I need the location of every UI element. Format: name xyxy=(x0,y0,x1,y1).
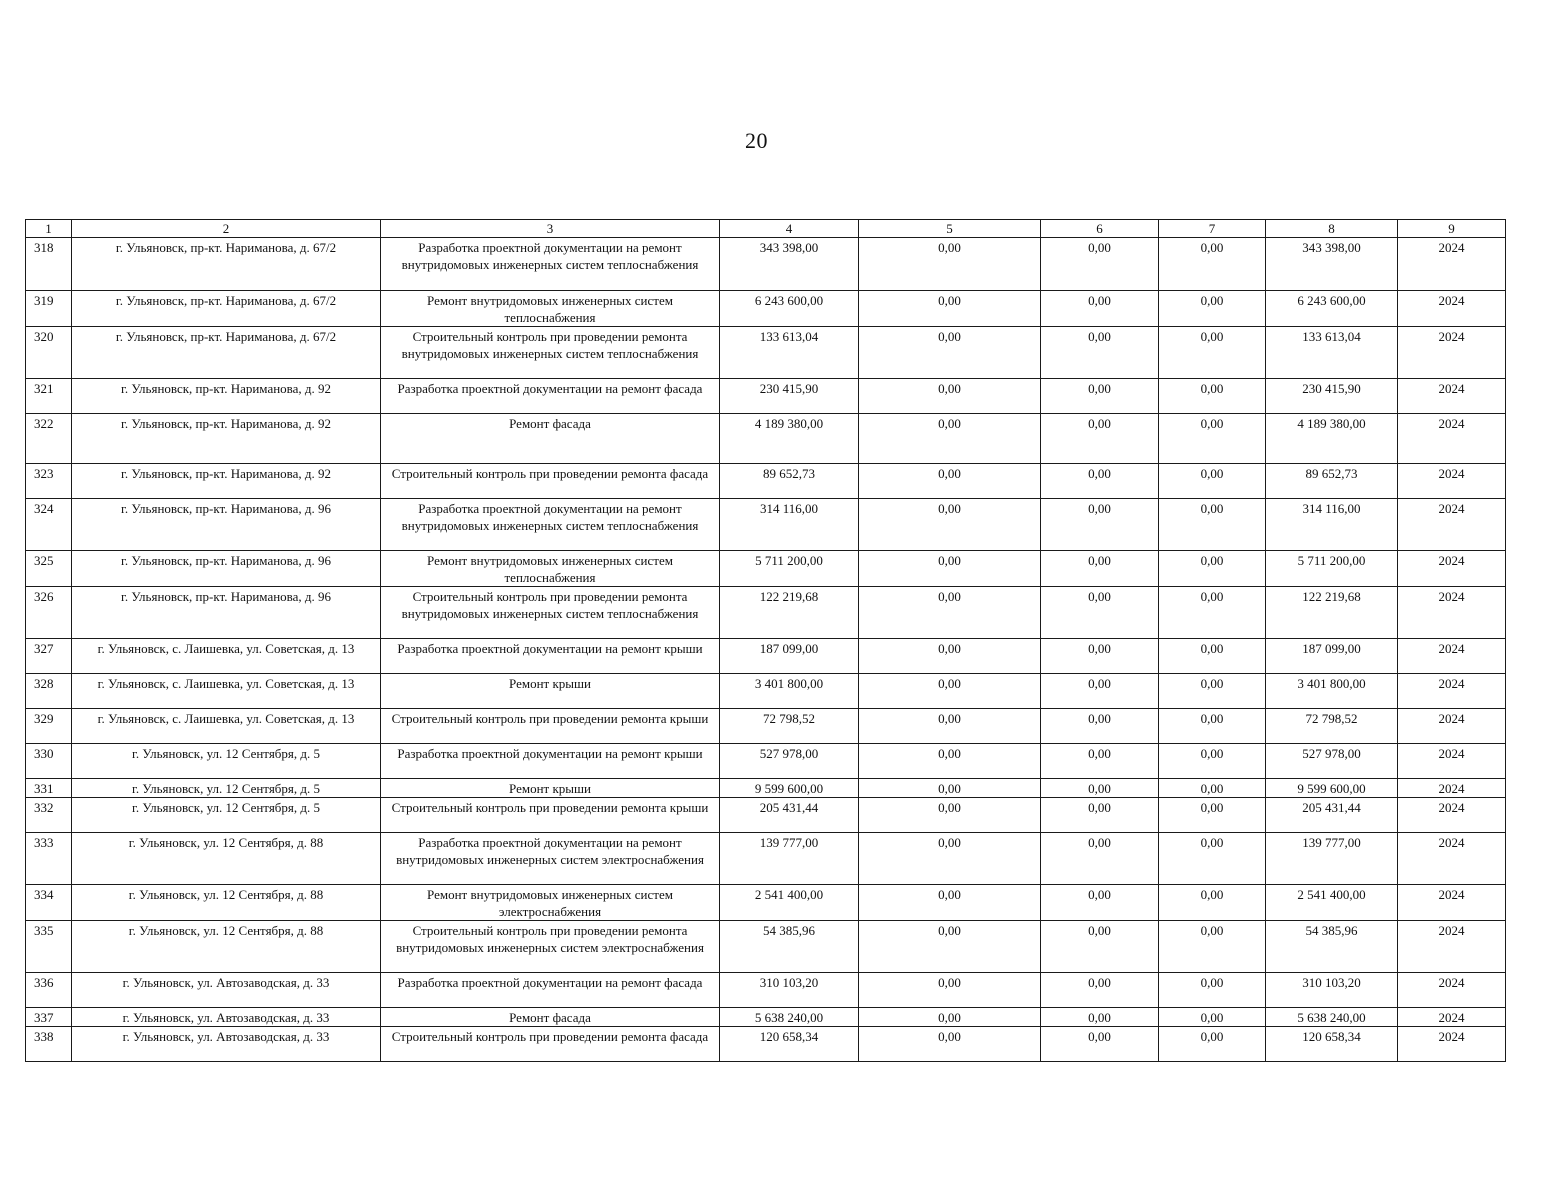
year-cell: 2024 xyxy=(1398,327,1506,379)
table-row xyxy=(26,709,1506,744)
column-5-cell: 0,00 xyxy=(859,744,1041,779)
column-6-cell: 0,00 xyxy=(1041,709,1159,744)
address-cell: г. Ульяновск, пр-кт. Нариманова, д. 67/2 xyxy=(72,291,381,327)
column-header: 4 xyxy=(720,220,859,238)
column-6-cell: 0,00 xyxy=(1041,885,1159,921)
table-row xyxy=(26,833,1506,885)
work-type-cell: Ремонт фасада xyxy=(381,414,720,464)
row-number: 329 xyxy=(26,709,72,744)
column-7-cell: 0,00 xyxy=(1159,833,1266,885)
total-cost-cell: 310 103,20 xyxy=(720,973,859,1008)
table-row xyxy=(26,798,1506,833)
column-5-cell: 0,00 xyxy=(859,779,1041,798)
work-type-cell: Строительный контроль при проведении ремонта фасада xyxy=(381,1027,720,1062)
address-cell: г. Ульяновск, пр-кт. Нариманова, д. 67/2 xyxy=(72,327,381,379)
column-7-cell: 0,00 xyxy=(1159,1027,1266,1062)
address-cell: г. Ульяновск, ул. 12 Сентября, д. 5 xyxy=(72,744,381,779)
column-5-cell: 0,00 xyxy=(859,709,1041,744)
table-row xyxy=(26,744,1506,779)
address-cell: г. Ульяновск, ул. Автозаводская, д. 33 xyxy=(72,973,381,1008)
year-cell: 2024 xyxy=(1398,379,1506,414)
column-6-cell: 0,00 xyxy=(1041,499,1159,551)
year-cell: 2024 xyxy=(1398,1027,1506,1062)
column-8-cell: 3 401 800,00 xyxy=(1266,674,1398,709)
column-7-cell: 0,00 xyxy=(1159,973,1266,1008)
table-body xyxy=(26,238,1506,1062)
address-cell: г. Ульяновск, с. Лаишевка, ул. Советская, д. 13 xyxy=(72,709,381,744)
table-row xyxy=(26,1008,1506,1027)
column-8-cell: 120 658,34 xyxy=(1266,1027,1398,1062)
column-8-cell: 139 777,00 xyxy=(1266,833,1398,885)
year-cell: 2024 xyxy=(1398,798,1506,833)
row-number: 328 xyxy=(26,674,72,709)
table-row xyxy=(26,885,1506,921)
table-row xyxy=(26,379,1506,414)
total-cost-cell: 4 189 380,00 xyxy=(720,414,859,464)
work-type-cell: Разработка проектной документации на ремонт внутридомовых инженерных систем теплоснабжения xyxy=(381,499,720,551)
column-6-cell: 0,00 xyxy=(1041,1008,1159,1027)
row-number: 335 xyxy=(26,921,72,973)
work-type-cell: Ремонт внутридомовых инженерных систем электроснабжения xyxy=(381,885,720,921)
work-type-cell: Разработка проектной документации на ремонт фасада xyxy=(381,973,720,1008)
column-7-cell: 0,00 xyxy=(1159,779,1266,798)
total-cost-cell: 2 541 400,00 xyxy=(720,885,859,921)
column-7-cell: 0,00 xyxy=(1159,587,1266,639)
total-cost-cell: 54 385,96 xyxy=(720,921,859,973)
address-cell: г. Ульяновск, ул. 12 Сентября, д. 5 xyxy=(72,779,381,798)
row-number: 334 xyxy=(26,885,72,921)
column-6-cell: 0,00 xyxy=(1041,921,1159,973)
table-row xyxy=(26,973,1506,1008)
work-type-cell: Разработка проектной документации на ремонт фасада xyxy=(381,379,720,414)
year-cell: 2024 xyxy=(1398,464,1506,499)
row-number: 327 xyxy=(26,639,72,674)
column-5-cell: 0,00 xyxy=(859,291,1041,327)
table-row xyxy=(26,674,1506,709)
column-5-cell: 0,00 xyxy=(859,1008,1041,1027)
column-6-cell: 0,00 xyxy=(1041,833,1159,885)
column-8-cell: 314 116,00 xyxy=(1266,499,1398,551)
total-cost-cell: 230 415,90 xyxy=(720,379,859,414)
column-header: 5 xyxy=(859,220,1041,238)
table-row xyxy=(26,414,1506,464)
work-type-cell: Ремонт внутридомовых инженерных систем теплоснабжения xyxy=(381,291,720,327)
table-row xyxy=(26,779,1506,798)
column-number-header-row xyxy=(26,220,1506,238)
table-row xyxy=(26,639,1506,674)
column-6-cell: 0,00 xyxy=(1041,327,1159,379)
column-8-cell: 133 613,04 xyxy=(1266,327,1398,379)
column-6-cell: 0,00 xyxy=(1041,744,1159,779)
column-5-cell: 0,00 xyxy=(859,973,1041,1008)
column-6-cell: 0,00 xyxy=(1041,414,1159,464)
total-cost-cell: 89 652,73 xyxy=(720,464,859,499)
table-row xyxy=(26,921,1506,973)
column-8-cell: 230 415,90 xyxy=(1266,379,1398,414)
column-header: 2 xyxy=(72,220,381,238)
year-cell: 2024 xyxy=(1398,885,1506,921)
column-5-cell: 0,00 xyxy=(859,499,1041,551)
column-5-cell: 0,00 xyxy=(859,327,1041,379)
row-number: 318 xyxy=(26,238,72,291)
row-number: 325 xyxy=(26,551,72,587)
work-type-cell: Строительный контроль при проведении ремонта внутридомовых инженерных систем теплоснабжения xyxy=(381,327,720,379)
column-7-cell: 0,00 xyxy=(1159,798,1266,833)
row-number: 337 xyxy=(26,1008,72,1027)
table-row xyxy=(26,1027,1506,1062)
total-cost-cell: 314 116,00 xyxy=(720,499,859,551)
column-6-cell: 0,00 xyxy=(1041,798,1159,833)
row-number: 331 xyxy=(26,779,72,798)
column-8-cell: 72 798,52 xyxy=(1266,709,1398,744)
year-cell: 2024 xyxy=(1398,709,1506,744)
total-cost-cell: 343 398,00 xyxy=(720,238,859,291)
row-number: 336 xyxy=(26,973,72,1008)
total-cost-cell: 122 219,68 xyxy=(720,587,859,639)
year-cell: 2024 xyxy=(1398,499,1506,551)
work-type-cell: Строительный контроль при проведении ремонта внутридомовых инженерных систем электроснабжения xyxy=(381,921,720,973)
column-8-cell: 343 398,00 xyxy=(1266,238,1398,291)
address-cell: г. Ульяновск, пр-кт. Нариманова, д. 92 xyxy=(72,414,381,464)
column-header: 1 xyxy=(26,220,72,238)
total-cost-cell: 5 711 200,00 xyxy=(720,551,859,587)
column-5-cell: 0,00 xyxy=(859,833,1041,885)
column-7-cell: 0,00 xyxy=(1159,414,1266,464)
address-cell: г. Ульяновск, ул. 12 Сентября, д. 88 xyxy=(72,885,381,921)
table-row xyxy=(26,291,1506,327)
column-7-cell: 0,00 xyxy=(1159,674,1266,709)
column-header: 8 xyxy=(1266,220,1398,238)
work-type-cell: Строительный контроль при проведении ремонта крыши xyxy=(381,798,720,833)
table-row xyxy=(26,587,1506,639)
year-cell: 2024 xyxy=(1398,639,1506,674)
work-type-cell: Строительный контроль при проведении ремонта фасада xyxy=(381,464,720,499)
address-cell: г. Ульяновск, ул. 12 Сентября, д. 88 xyxy=(72,921,381,973)
column-8-cell: 205 431,44 xyxy=(1266,798,1398,833)
column-7-cell: 0,00 xyxy=(1159,709,1266,744)
column-8-cell: 54 385,96 xyxy=(1266,921,1398,973)
column-5-cell: 0,00 xyxy=(859,464,1041,499)
address-cell: г. Ульяновск, пр-кт. Нариманова, д. 96 xyxy=(72,551,381,587)
column-6-cell: 0,00 xyxy=(1041,291,1159,327)
column-7-cell: 0,00 xyxy=(1159,327,1266,379)
column-5-cell: 0,00 xyxy=(859,551,1041,587)
address-cell: г. Ульяновск, ул. 12 Сентября, д. 88 xyxy=(72,833,381,885)
year-cell: 2024 xyxy=(1398,833,1506,885)
column-7-cell: 0,00 xyxy=(1159,238,1266,291)
column-7-cell: 0,00 xyxy=(1159,744,1266,779)
work-type-cell: Разработка проектной документации на ремонт крыши xyxy=(381,639,720,674)
column-5-cell: 0,00 xyxy=(859,379,1041,414)
column-7-cell: 0,00 xyxy=(1159,639,1266,674)
row-number: 333 xyxy=(26,833,72,885)
work-type-cell: Ремонт крыши xyxy=(381,674,720,709)
work-type-cell: Разработка проектной документации на ремонт внутридомовых инженерных систем электроснабжения xyxy=(381,833,720,885)
column-8-cell: 9 599 600,00 xyxy=(1266,779,1398,798)
address-cell: г. Ульяновск, пр-кт. Нариманова, д. 96 xyxy=(72,587,381,639)
total-cost-cell: 120 658,34 xyxy=(720,1027,859,1062)
total-cost-cell: 205 431,44 xyxy=(720,798,859,833)
address-cell: г. Ульяновск, пр-кт. Нариманова, д. 96 xyxy=(72,499,381,551)
year-cell: 2024 xyxy=(1398,291,1506,327)
column-5-cell: 0,00 xyxy=(859,674,1041,709)
column-6-cell: 0,00 xyxy=(1041,464,1159,499)
address-cell: г. Ульяновск, пр-кт. Нариманова, д. 92 xyxy=(72,379,381,414)
total-cost-cell: 72 798,52 xyxy=(720,709,859,744)
column-8-cell: 5 711 200,00 xyxy=(1266,551,1398,587)
table-row xyxy=(26,499,1506,551)
column-5-cell: 0,00 xyxy=(859,1027,1041,1062)
total-cost-cell: 527 978,00 xyxy=(720,744,859,779)
year-cell: 2024 xyxy=(1398,744,1506,779)
work-type-cell: Разработка проектной документации на ремонт крыши xyxy=(381,744,720,779)
column-6-cell: 0,00 xyxy=(1041,587,1159,639)
address-cell: г. Ульяновск, пр-кт. Нариманова, д. 92 xyxy=(72,464,381,499)
repair-program-table xyxy=(25,219,1506,1062)
column-header: 9 xyxy=(1398,220,1506,238)
column-7-cell: 0,00 xyxy=(1159,885,1266,921)
column-7-cell: 0,00 xyxy=(1159,464,1266,499)
column-header: 3 xyxy=(381,220,720,238)
total-cost-cell: 139 777,00 xyxy=(720,833,859,885)
column-6-cell: 0,00 xyxy=(1041,379,1159,414)
column-8-cell: 527 978,00 xyxy=(1266,744,1398,779)
column-6-cell: 0,00 xyxy=(1041,1027,1159,1062)
address-cell: г. Ульяновск, ул. 12 Сентября, д. 5 xyxy=(72,798,381,833)
column-6-cell: 0,00 xyxy=(1041,674,1159,709)
address-cell: г. Ульяновск, с. Лаишевка, ул. Советская, д. 13 xyxy=(72,674,381,709)
total-cost-cell: 5 638 240,00 xyxy=(720,1008,859,1027)
table-row xyxy=(26,327,1506,379)
year-cell: 2024 xyxy=(1398,587,1506,639)
column-8-cell: 89 652,73 xyxy=(1266,464,1398,499)
row-number: 323 xyxy=(26,464,72,499)
work-type-cell: Ремонт крыши xyxy=(381,779,720,798)
address-cell: г. Ульяновск, с. Лаишевка, ул. Советская, д. 13 xyxy=(72,639,381,674)
table-row xyxy=(26,464,1506,499)
year-cell: 2024 xyxy=(1398,414,1506,464)
column-6-cell: 0,00 xyxy=(1041,973,1159,1008)
column-6-cell: 0,00 xyxy=(1041,779,1159,798)
column-7-cell: 0,00 xyxy=(1159,1008,1266,1027)
column-7-cell: 0,00 xyxy=(1159,921,1266,973)
column-8-cell: 6 243 600,00 xyxy=(1266,291,1398,327)
row-number: 322 xyxy=(26,414,72,464)
column-7-cell: 0,00 xyxy=(1159,291,1266,327)
total-cost-cell: 187 099,00 xyxy=(720,639,859,674)
column-6-cell: 0,00 xyxy=(1041,238,1159,291)
year-cell: 2024 xyxy=(1398,921,1506,973)
column-7-cell: 0,00 xyxy=(1159,499,1266,551)
row-number: 330 xyxy=(26,744,72,779)
column-6-cell: 0,00 xyxy=(1041,639,1159,674)
row-number: 319 xyxy=(26,291,72,327)
page-number: 20 xyxy=(745,128,768,153)
year-cell: 2024 xyxy=(1398,973,1506,1008)
row-number: 332 xyxy=(26,798,72,833)
row-number: 321 xyxy=(26,379,72,414)
column-8-cell: 2 541 400,00 xyxy=(1266,885,1398,921)
work-type-cell: Разработка проектной документации на ремонт внутридомовых инженерных систем теплоснабжения xyxy=(381,238,720,291)
total-cost-cell: 6 243 600,00 xyxy=(720,291,859,327)
column-6-cell: 0,00 xyxy=(1041,551,1159,587)
address-cell: г. Ульяновск, пр-кт. Нариманова, д. 67/2 xyxy=(72,238,381,291)
column-5-cell: 0,00 xyxy=(859,238,1041,291)
column-5-cell: 0,00 xyxy=(859,639,1041,674)
column-5-cell: 0,00 xyxy=(859,414,1041,464)
column-7-cell: 0,00 xyxy=(1159,379,1266,414)
column-8-cell: 187 099,00 xyxy=(1266,639,1398,674)
column-5-cell: 0,00 xyxy=(859,798,1041,833)
column-8-cell: 4 189 380,00 xyxy=(1266,414,1398,464)
table-row xyxy=(26,238,1506,291)
year-cell: 2024 xyxy=(1398,674,1506,709)
work-type-cell: Строительный контроль при проведении ремонта крыши xyxy=(381,709,720,744)
column-5-cell: 0,00 xyxy=(859,885,1041,921)
year-cell: 2024 xyxy=(1398,238,1506,291)
row-number: 320 xyxy=(26,327,72,379)
work-type-cell: Ремонт фасада xyxy=(381,1008,720,1027)
year-cell: 2024 xyxy=(1398,779,1506,798)
year-cell: 2024 xyxy=(1398,551,1506,587)
total-cost-cell: 133 613,04 xyxy=(720,327,859,379)
row-number: 324 xyxy=(26,499,72,551)
column-header: 6 xyxy=(1041,220,1159,238)
column-5-cell: 0,00 xyxy=(859,587,1041,639)
column-7-cell: 0,00 xyxy=(1159,551,1266,587)
column-8-cell: 5 638 240,00 xyxy=(1266,1008,1398,1027)
table-row xyxy=(26,551,1506,587)
column-5-cell: 0,00 xyxy=(859,921,1041,973)
address-cell: г. Ульяновск, ул. Автозаводская, д. 33 xyxy=(72,1027,381,1062)
column-8-cell: 122 219,68 xyxy=(1266,587,1398,639)
total-cost-cell: 3 401 800,00 xyxy=(720,674,859,709)
row-number: 326 xyxy=(26,587,72,639)
row-number: 338 xyxy=(26,1027,72,1062)
work-type-cell: Строительный контроль при проведении ремонта внутридомовых инженерных систем теплоснабжения xyxy=(381,587,720,639)
total-cost-cell: 9 599 600,00 xyxy=(720,779,859,798)
address-cell: г. Ульяновск, ул. Автозаводская, д. 33 xyxy=(72,1008,381,1027)
column-header: 7 xyxy=(1159,220,1266,238)
column-8-cell: 310 103,20 xyxy=(1266,973,1398,1008)
year-cell: 2024 xyxy=(1398,1008,1506,1027)
work-type-cell: Ремонт внутридомовых инженерных систем теплоснабжения xyxy=(381,551,720,587)
